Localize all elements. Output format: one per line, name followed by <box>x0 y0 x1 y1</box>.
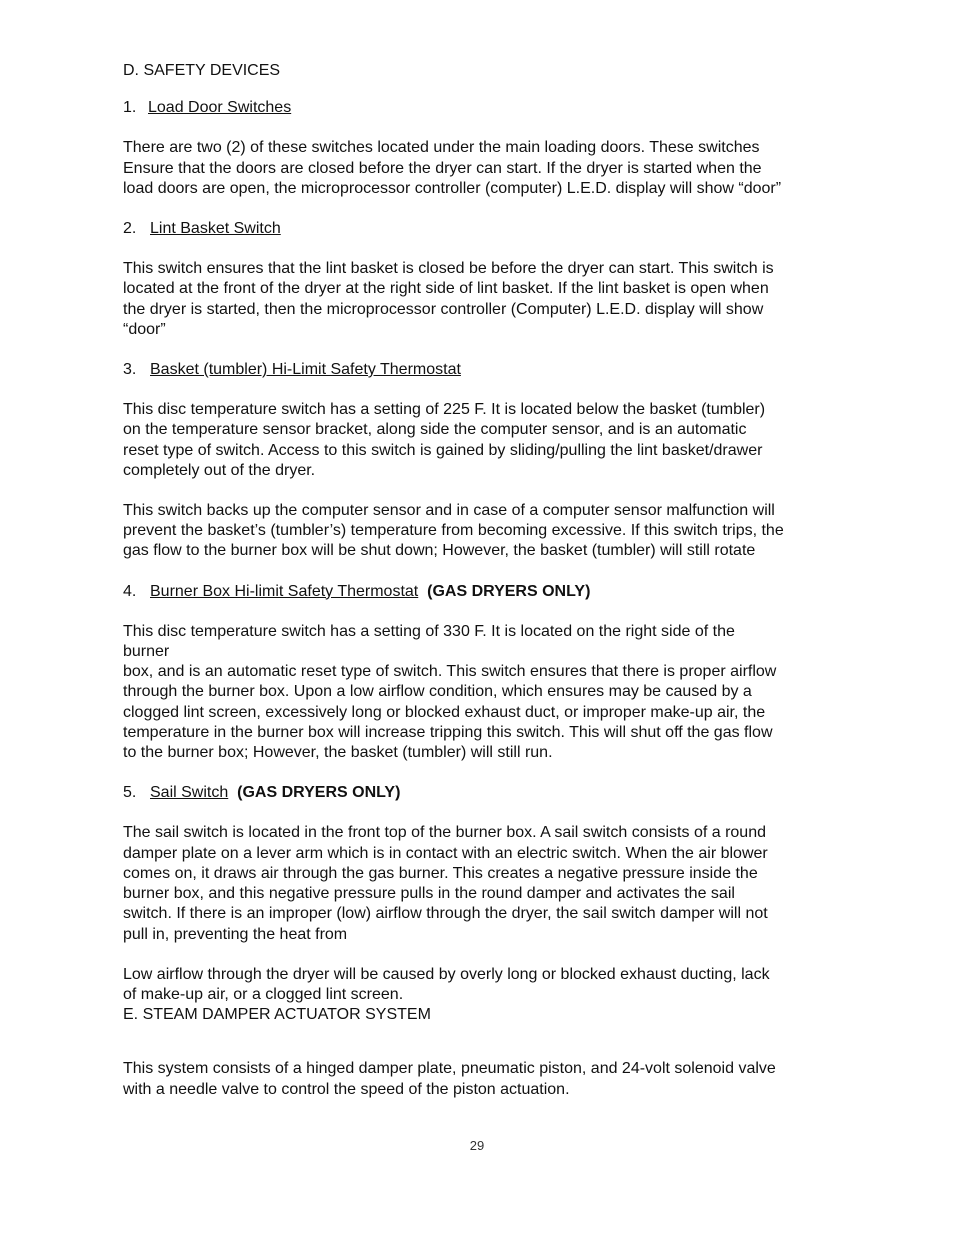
item-2-paragraph <box>123 259 858 340</box>
text-line: to the burner box; However, the basket (tumbler) will still run. <box>123 744 553 762</box>
text-line: This system consists of a hinged damper plate, pneumatic piston, and 24-volt solenoid valve <box>123 1060 776 1078</box>
item-1-paragraph <box>123 138 858 199</box>
document-page <box>123 61 858 1100</box>
text-line: burner box, and this negative pressure pulls in the round damper and activates the sail <box>123 885 735 903</box>
text-line: “door” <box>123 320 166 338</box>
item-5-qualifier: (GAS DRYERS ONLY) <box>237 784 401 802</box>
item-3-paragraph-1 <box>123 400 858 481</box>
page-number: 29 <box>469 1138 485 1153</box>
text-line: of make-up air, or a clogged lint screen. <box>123 985 404 1003</box>
text-line: The sail switch is located in the front top of the burner box. A sail switch consists of a round <box>123 824 766 842</box>
text-line: Low airflow through the dryer will be caused by overly long or blocked exhaust ducting, lack <box>123 965 770 983</box>
item-2-title: Lint Basket Switch <box>150 220 281 238</box>
text-line: with a needle valve to control the speed of the piston actuation. <box>123 1080 570 1098</box>
text-line: pull in, preventing the heat from <box>123 925 348 943</box>
text-line: on the temperature sensor bracket, along side the computer sensor, and is an automatic <box>123 421 747 439</box>
item-5-heading <box>123 783 858 803</box>
item-5-title: Sail Switch <box>150 784 229 802</box>
item-2-number: 2. <box>123 220 137 238</box>
text-line: This disc temperature switch has a setting of 330 F. It is located on the right side of the <box>123 622 735 640</box>
text-line: burner <box>123 643 170 661</box>
item-5-paragraph <box>123 823 858 944</box>
item-1-title: Load Door Switches <box>148 99 292 117</box>
item-1-number: 1. <box>123 99 137 117</box>
section-d-title: D. SAFETY DEVICES <box>123 62 281 79</box>
text-line: Ensure that the doors are closed before the dryer can start. If the dryer is started when the <box>123 159 762 177</box>
item-4-number: 4. <box>123 582 137 600</box>
text-line: comes on, it draws air through the gas burner. This creates a negative pressure inside the <box>123 864 758 882</box>
text-line: gas flow to the burner box will be shut down; However, the basket (tumbler) will still rotate <box>123 542 756 560</box>
text-line: completely out of the dryer. <box>123 461 316 479</box>
text-line: clogged lint screen, excessively long or blocked exhaust duct, or improper make-up air, the <box>123 703 766 721</box>
text-line: switch. If there is an improper (low) airflow through the dryer, the sail switch damper will not <box>123 905 768 923</box>
item-5-number: 5. <box>123 784 137 802</box>
text-line: temperature in the burner box will increase tripping this switch. This will shut off the gas flow <box>123 723 773 741</box>
item-4-heading <box>123 582 858 602</box>
item-3-title: Basket (tumbler) Hi-Limit Safety Thermostat <box>150 361 461 379</box>
text-line: load doors are open, the microprocessor controller (computer) L.E.D. display will show “door” <box>123 179 782 197</box>
text-line: through the burner box. Upon a low airflow condition, which ensures may be caused by a <box>123 683 752 701</box>
item-2-heading <box>123 219 858 239</box>
item-3-heading <box>123 360 858 380</box>
text-line: This disc temperature switch has a setting of 225 F. It is located below the basket (tumbler) <box>123 401 766 419</box>
text-line: located at the front of the dryer at the right side of lint basket. If the lint basket is open when <box>123 280 769 298</box>
text-line: prevent the basket’s (tumbler’s) temperature from becoming excessive. If this switch trips, the <box>123 522 784 540</box>
item-4-paragraph <box>123 622 858 763</box>
text-line: damper plate on a lever arm which is in contact with an electric switch. When the air blower <box>123 844 768 862</box>
text-line: the dryer is started, then the microprocessor controller (Computer) L.E.D. display will show <box>123 300 764 318</box>
item-1-heading <box>123 98 858 118</box>
item-3-number: 3. <box>123 361 137 379</box>
section-e-paragraph <box>123 1059 858 1099</box>
text-line: This switch backs up the computer sensor and in case of a computer sensor malfunction will <box>123 502 775 520</box>
item-4-title: Burner Box Hi-limit Safety Thermostat <box>150 582 419 600</box>
text-line: reset type of switch. Access to this switch is gained by sliding/pulling the lint basket/drawer <box>123 441 763 459</box>
item-3-paragraph-2 <box>123 501 858 562</box>
text-line: box, and is an automatic reset type of switch. This switch ensures that there is proper airflow <box>123 663 777 681</box>
item-4-qualifier: (GAS DRYERS ONLY) <box>427 582 591 600</box>
text-line: There are two (2) of these switches located under the main loading doors. These switches <box>123 139 760 157</box>
text-line: This switch ensures that the lint basket is closed be before the dryer can start. This switch is <box>123 260 774 278</box>
low-airflow-paragraph <box>123 965 858 1026</box>
section-e-title: E. STEAM DAMPER ACTUATOR SYSTEM <box>123 1006 431 1024</box>
